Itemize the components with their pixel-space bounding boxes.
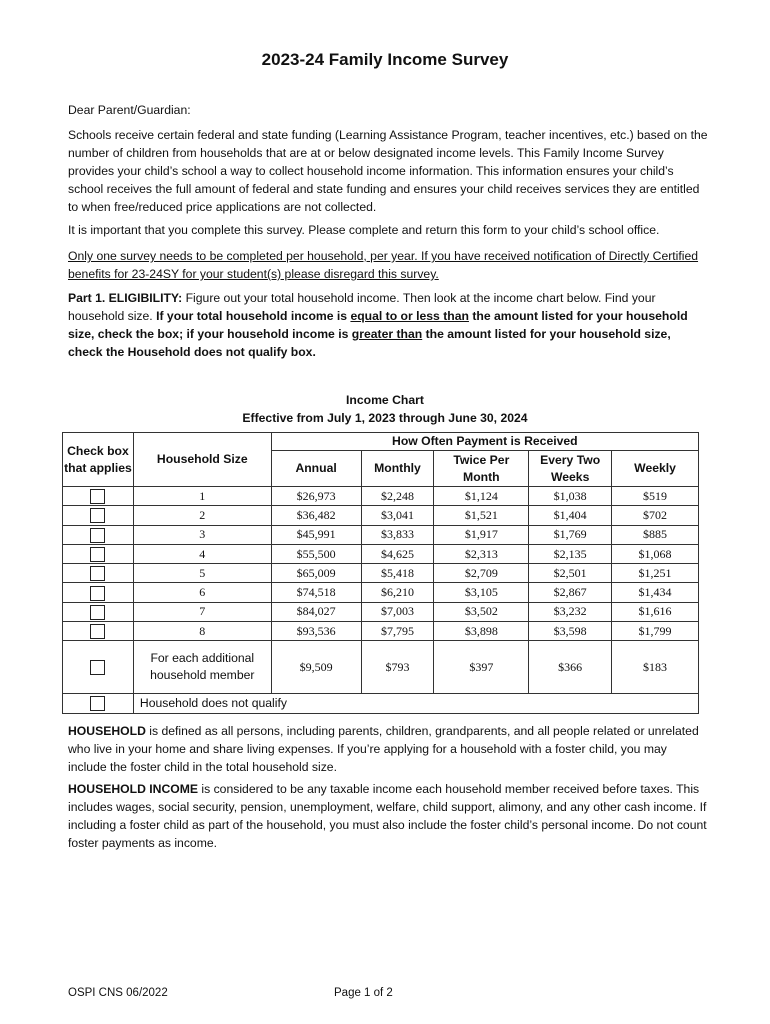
additional-weekly: $183 [612,641,699,694]
cell-monthly: $4,625 [361,544,434,563]
cell-every-two: $1,038 [529,487,612,506]
part1-eligibility [68,289,708,361]
cell-weekly: $1,799 [612,622,699,641]
cell-twice: $1,917 [434,525,529,544]
checkbox-cell[interactable] [63,544,134,563]
cell-weekly: $519 [612,487,699,506]
cell-annual: $36,482 [271,506,361,525]
part1-label: Part 1. ELIGIBILITY: [68,291,183,305]
checkbox-household-size-6[interactable] [90,586,105,601]
cell-size: 4 [133,544,271,563]
cell-size: 2 [133,506,271,525]
cell-monthly: $5,418 [361,564,434,583]
cell-monthly: $7,795 [361,622,434,641]
cell-annual: $84,027 [271,602,361,621]
header-every-two-weeks: Every Two Weeks [529,451,612,487]
part1-bold-2: the amount listed for your household size, check the box; if your household income is [68,309,688,341]
cell-size: 8 [133,622,271,641]
household-income-text: is considered to be any taxable income each household member received before taxes. This includes wages, social security, pension, unemployment, welfare, child support, alimony, and any other cash income. If including a foster child as part of the household, you must also include the foster child’s personal income. Do not count foster payments as income. [68,782,707,850]
cell-weekly: $1,068 [612,544,699,563]
table-row [63,694,699,713]
checkbox-household-size-1[interactable] [90,489,105,504]
table-row [63,641,699,694]
checkbox-cell[interactable] [63,525,134,544]
checkbox-cell[interactable] [63,602,134,621]
cell-annual: $55,500 [271,544,361,563]
cell-annual: $65,009 [271,564,361,583]
cell-annual: $74,518 [271,583,361,602]
table-row [63,487,699,506]
cell-weekly: $885 [612,525,699,544]
cell-monthly: $7,003 [361,602,434,621]
header-annual: Annual [271,451,361,487]
checkbox-cell[interactable] [63,641,134,694]
cell-twice: $3,898 [434,622,529,641]
chart-title: Income Chart [346,393,424,407]
checkbox-additional[interactable] [90,660,105,675]
cell-twice: $2,709 [434,564,529,583]
header-twice-per-month: Twice Per Month [434,451,529,487]
checkbox-household-size-8[interactable] [90,624,105,639]
footer-form-code: OSPI CNS 06/2022 [68,987,168,999]
additional-every-two: $366 [529,641,612,694]
household-income-term: HOUSEHOLD INCOME [68,782,199,796]
household-definition [68,722,708,776]
cell-monthly: $2,248 [361,487,434,506]
one-survey-notice: Only one survey needs to be completed per household, per year. If you have received notification of Directly Certified benefits for 23-24SY for your student(s) please disregard this survey. [68,249,699,281]
income-chart-table [62,432,699,714]
checkbox-household-size-4[interactable] [90,547,105,562]
cell-weekly: $1,434 [612,583,699,602]
additional-twice: $397 [434,641,529,694]
checkbox-household-size-3[interactable] [90,528,105,543]
header-payment-frequency: How Often Payment is Received [271,433,698,451]
footer-page-number: Page 1 of 2 [334,987,393,999]
header-check: Check box that applies [63,433,134,487]
intro-paragraph: Schools receive certain federal and state funding (Learning Assistance Program, teacher incentives, etc.) based on the number of children from households that are at or below designated income levels. This Family Income Survey provides your child’s school a way to collect household income information. This information ensures your child’s school receives the full amount of federal and state funding and ensures your child receives services they are entitled to when free/reduced price applications are not collected. [68,128,708,214]
part1-greater-than: greater than [351,327,423,341]
household-income-definition [68,780,708,852]
cell-twice: $3,105 [434,583,529,602]
table-row [63,564,699,583]
cell-annual: $45,991 [271,525,361,544]
cell-every-two: $1,404 [529,506,612,525]
cell-twice: $1,124 [434,487,529,506]
table-row [63,602,699,621]
table-row [63,622,699,641]
part1-equal-or-less: equal to or less than [350,309,469,323]
cell-every-two: $2,135 [529,544,612,563]
greeting: Dear Parent/Guardian: [68,103,191,117]
table-row [63,525,699,544]
additional-member-label: For each additional household member [133,641,271,694]
cell-twice: $1,521 [434,506,529,525]
header-household-size: Household Size [133,433,271,487]
household-term: HOUSEHOLD [68,724,146,738]
cell-every-two: $2,501 [529,564,612,583]
cell-weekly: $1,251 [612,564,699,583]
cell-size: 6 [133,583,271,602]
table-row [63,583,699,602]
checkbox-not-qualify[interactable] [90,696,105,711]
cell-every-two: $3,598 [529,622,612,641]
household-text: is defined as all persons, including parents, children, grandparents, and all people related or unrelated who live in your home and share living expenses. If you’re applying for a household with a foster child, you may include the foster child in the total household size. [68,724,699,774]
cell-monthly: $6,210 [361,583,434,602]
additional-annual: $9,509 [271,641,361,694]
cell-size: 3 [133,525,271,544]
cell-monthly: $3,833 [361,525,434,544]
cell-annual: $93,536 [271,622,361,641]
cell-every-two: $2,867 [529,583,612,602]
part1-bold-3: the amount listed for your household size, check the Household does not qualify box. [68,327,671,359]
cell-size: 7 [133,602,271,621]
checkbox-cell[interactable] [63,506,134,525]
cell-every-two: $3,232 [529,602,612,621]
checkbox-cell[interactable] [63,487,134,506]
chart-effective-date: Effective from July 1, 2023 through June 30, 2024 [242,411,528,425]
cell-weekly: $702 [612,506,699,525]
important-paragraph: It is important that you complete this survey. Please complete and return this form to your child’s school office. [68,223,660,237]
part1-bold-1: If your total household income is [156,309,351,323]
table-row [63,506,699,525]
cell-twice: $3,502 [434,602,529,621]
checkbox-cell[interactable] [63,564,134,583]
cell-twice: $2,313 [434,544,529,563]
checkbox-cell[interactable] [63,622,134,641]
cell-size: 5 [133,564,271,583]
cell-weekly: $1,616 [612,602,699,621]
table-row [63,544,699,563]
cell-every-two: $1,769 [529,525,612,544]
header-monthly: Monthly [361,451,434,487]
checkbox-household-size-7[interactable] [90,605,105,620]
checkbox-cell[interactable] [63,583,134,602]
not-qualify-label: Household does not qualify [133,694,698,713]
income-rows [63,487,699,641]
header-weekly: Weekly [612,451,699,487]
additional-monthly: $793 [361,641,434,694]
cell-annual: $26,973 [271,487,361,506]
part1-text: Figure out your total household income. Then look at the income chart below. Find your household size. [68,291,656,323]
checkbox-household-size-2[interactable] [90,508,105,523]
checkbox-household-size-5[interactable] [90,566,105,581]
cell-monthly: $3,041 [361,506,434,525]
cell-size: 1 [133,487,271,506]
checkbox-cell[interactable] [63,694,134,713]
page-title: 2023-24 Family Income Survey [261,50,509,69]
